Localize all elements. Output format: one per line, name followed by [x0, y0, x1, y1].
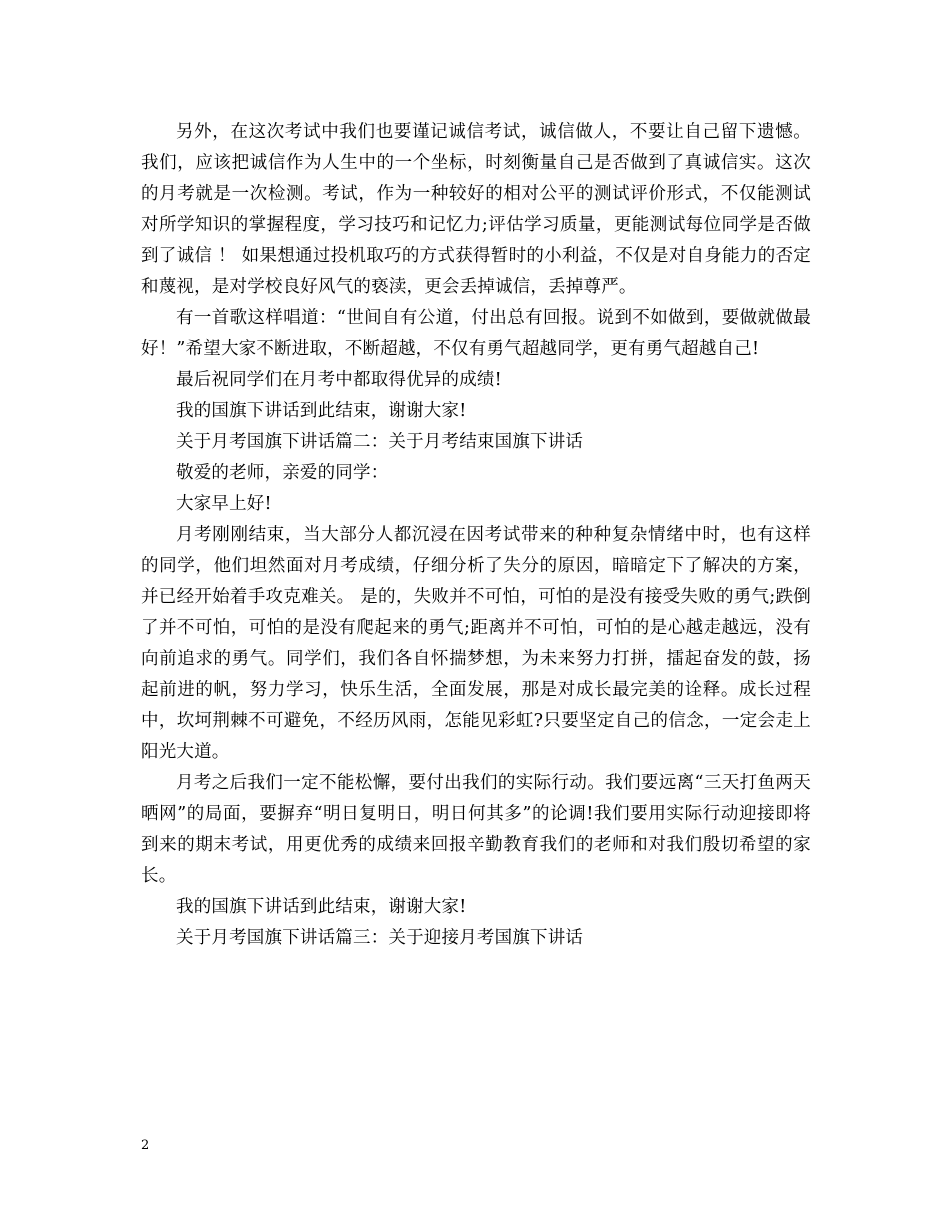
section-heading-part-two: 关于月考国旗下讲话篇二：关于月考结束国旗下讲话	[176, 432, 584, 452]
paragraph-after-exam: 月考刚刚结束，当大部分人都沉浸在因考试带来的种种复杂情绪中时，也有这样的同学，他们坦然面对月考成绩，仔细分析了失分的原因，暗暗定下了解决的方案，并已经开始着手攻克难关。 是的，失败并不可怕，可怕的是没有接受失败的勇气;跌倒了并不可怕，可怕的是没有爬起来的勇气;距离并不可怕，可怕的是心越走越远，没有向前追求的勇气。同学们，我们各自怀揣梦想，为未来努力打拼，擂起奋发的鼓，扬起前进的帆，努力学习，快乐生活，全面发展，那是对成长最完美的诠释。成长过程中，坎坷荆棘不可避免，不经历风雨，怎能见彩虹?只要坚定自己的信念，一定会走上阳光大道。	[141, 525, 811, 762]
paragraph-no-slacking: 月考之后我们一定不能松懈，要付出我们的实际行动。我们要远离“三天打鱼两天晒网”的局面，要摒弃“明日复明日，明日何其多”的论调!我们要用实际行动迎接即将到来的期末考试，用更优秀的成绩来回报辛勤教育我们的老师和对我们殷切希望的家长。	[141, 773, 811, 886]
page-number: 2	[141, 1138, 150, 1153]
section-heading-part-three: 关于月考国旗下讲话篇三：关于迎接月考国旗下讲话	[176, 928, 584, 948]
paragraph-song-quote: 有一首歌这样唱道：“世间自有公道，付出总有回报。说到不如做到，要做就做最好！”希望大家不断进取，不断超越，不仅有勇气超越同学，更有勇气超越自己!	[141, 308, 811, 359]
paragraph-closing: 我的国旗下讲话到此结束，谢谢大家!	[176, 401, 467, 421]
paragraph-honesty: 另外，在这次考试中我们也要谨记诚信考试，诚信做人，不要让自己留下遗憾。我们，应该把诚信作为人生中的一个坐标，时刻衡量自己是否做到了真诚信实。这次的月考就是一次检测。考试，作为一种较好的相对公平的测试评价形式，不仅能测试对所学知识的掌握程度，学习技巧和记忆力;评估学习质量，更能测试每位同学是否做到了诚信 ！ 如果想通过投机取巧的方式获得暂时的小利益，不仅是对自身能力的否定和蔑视，是对学校良好风气的亵渎，更会丢掉诚信，丢掉尊严。	[141, 122, 811, 297]
document-body	[141, 117, 811, 954]
paragraph-wishes: 最后祝同学们在月考中都取得优异的成绩!	[176, 370, 502, 390]
paragraph-salutation: 敬爱的老师，亲爱的同学：	[176, 463, 389, 483]
paragraph-closing-two: 我的国旗下讲话到此结束，谢谢大家!	[176, 897, 467, 917]
paragraph-greeting: 大家早上好!	[176, 494, 272, 514]
